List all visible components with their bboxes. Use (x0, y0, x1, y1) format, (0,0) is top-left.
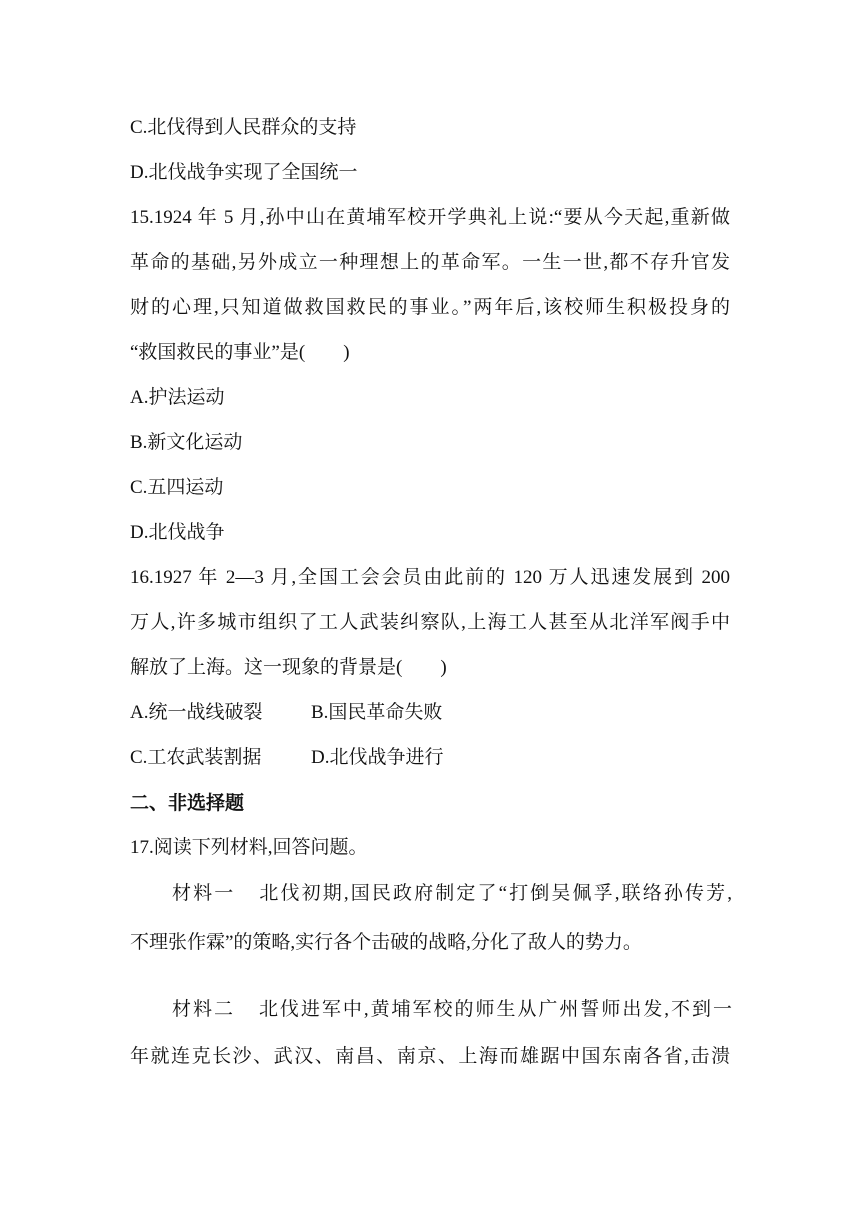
q14-option-d: D.北伐战争实现了全国统一 (130, 162, 358, 183)
q17-material-1-line-2: 不理张作霖”的策略,实行各个击破的战略,分化了敌人的势力。 (130, 932, 642, 953)
q17-material-2-line-2: 年就连克长沙、武汉、南昌、南京、上海而雄踞中国东南各省,击溃 (130, 1046, 730, 1067)
q16-options-row-1 (130, 701, 443, 725)
q16-stem-line-2: 万人,许多城市组织了工人武装纠察队,上海工人甚至从北洋军阀手中 (130, 612, 730, 633)
q15-option-d: D.北伐战争 (130, 522, 225, 543)
q16-option-c: C.工农武装割据 (130, 747, 262, 768)
q16-stem-line-3: 解放了上海。这一现象的背景是( ) (130, 657, 447, 678)
q16-stem-line-1: 16.1927 年 2—3 月,全国工会会员由此前的 120 万人迅速发展到 200 (130, 567, 730, 588)
q17-material-2-label: 材料二 (172, 999, 235, 1020)
q16-options-row-2 (130, 746, 444, 770)
q17-material-1-text-1: 北伐初期,国民政府制定了“打倒吴佩孚,联络孙传芳, (259, 883, 732, 904)
q15-option-c: C.五四运动 (130, 477, 224, 498)
q15-stem-line-1: 15.1924 年 5 月,孙中山在黄埔军校开学典礼上说:“要从今天起,重新做 (130, 207, 730, 228)
q15-stem-line-2: 革命的基础,另外成立一种理想上的革命军。一生一世,都不存升官发 (130, 252, 730, 273)
q15-option-a: A.护法运动 (130, 387, 225, 408)
q17-material-1-label: 材料一 (172, 883, 236, 904)
q17-stem: 17.阅读下列材料,回答问题。 (130, 837, 368, 858)
q14-option-c: C.北伐得到人民群众的支持 (130, 117, 357, 138)
q15-option-b: B.新文化运动 (130, 432, 243, 453)
q17-material-2-line-1 (172, 998, 732, 1022)
q15-stem-line-4: “救国救民的事业”是( ) (130, 342, 350, 363)
q17-material-1-line-1 (172, 882, 732, 906)
q15-stem-line-3: 财的心理,只知道做救国救民的事业。”两年后,该校师生积极投身的 (130, 297, 730, 318)
section-heading: 二、非选择题 (130, 792, 245, 814)
q16-option-b: B.国民革命失败 (311, 702, 443, 723)
q16-option-d: D.北伐战争进行 (311, 747, 444, 768)
q16-option-a: A.统一战线破裂 (130, 702, 263, 723)
q17-material-2-text-1: 北伐进军中,黄埔军校的师生从广州誓师出发,不到一 (258, 999, 732, 1020)
